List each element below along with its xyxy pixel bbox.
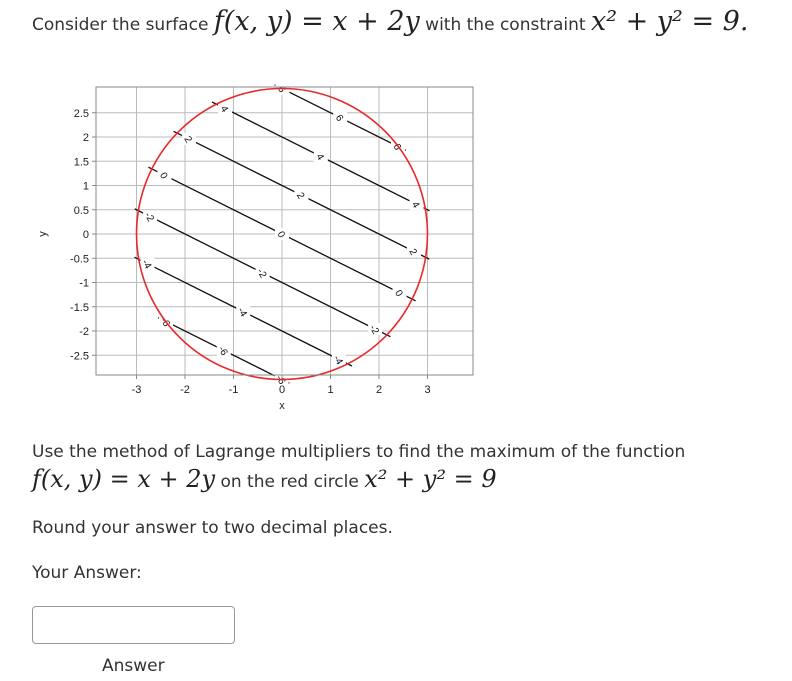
y-tick-label: -1 <box>79 277 89 290</box>
prompt-text-mid: on the red circle <box>220 472 359 492</box>
x-tick-label: 2 <box>375 384 383 396</box>
y-tick-label: 1.5 <box>73 156 89 169</box>
y-tick-label: -2.5 <box>70 350 89 363</box>
contour-label: 4 <box>313 151 326 163</box>
contour-label: 0 <box>156 170 170 182</box>
prompt-line-2 <box>32 465 497 493</box>
contour-label: -6 <box>273 373 288 387</box>
intro-text-mid: with the constraint <box>425 15 586 35</box>
contour-label: -6 <box>157 315 172 329</box>
prompt-constraint: x² + y² = 9 <box>364 465 497 493</box>
prompt-function: f(x, y) = x + 2y <box>32 465 216 493</box>
y-tick-label: 0.5 <box>73 204 89 217</box>
x-tick-label: -1 <box>228 384 239 396</box>
contour-label: 4 <box>409 199 422 211</box>
contour-label: -4 <box>139 257 154 272</box>
y-axis-label: y <box>37 231 49 237</box>
contour-plot <box>0 70 480 420</box>
contour-label: 2 <box>293 190 307 202</box>
y-tick-label: -1.5 <box>70 301 89 314</box>
contour-label: -4 <box>234 305 249 319</box>
y-tick-label: 2 <box>82 132 89 144</box>
y-tick-label: -0.5 <box>70 253 89 266</box>
contour-label: 0 <box>392 288 405 299</box>
answer-caption: Answer <box>102 656 165 676</box>
y-tick-label: 2.5 <box>73 107 89 120</box>
rounding-instruction: Round your answer to two decimal places. <box>32 518 393 538</box>
contour-label: 6 <box>332 113 346 124</box>
contour-label: 2 <box>181 134 194 145</box>
contour-label: -6 <box>215 344 230 358</box>
contour-label: -4 <box>330 353 345 367</box>
answer-label: Your Answer: <box>32 563 142 583</box>
contour-label: 6 <box>390 142 403 153</box>
contour-label: 2 <box>406 247 419 258</box>
contour-label: -2 <box>366 323 381 337</box>
contour-label: 0 <box>274 229 287 240</box>
contour-label: 4 <box>217 104 230 115</box>
x-axis-label: x <box>279 400 285 412</box>
x-tick-label: 1 <box>327 384 334 396</box>
intro-text-pre: Consider the surface <box>32 15 209 35</box>
x-tick-label: 0 <box>278 384 286 396</box>
y-tick-label: -2 <box>79 326 89 338</box>
contour-label: -2 <box>141 210 156 224</box>
y-tick-label: 1 <box>82 180 89 193</box>
y-tick-label: 0 <box>82 229 89 241</box>
contour-label: 6 <box>275 84 288 95</box>
prompt-line-1: Use the method of Lagrange multipliers to find the maximum of the function <box>32 442 686 462</box>
x-tick-label: -2 <box>180 384 190 396</box>
contour-label: -2 <box>254 266 269 281</box>
x-tick-label: -3 <box>131 384 142 396</box>
question-intro <box>32 6 748 37</box>
x-tick-label: 3 <box>424 384 431 396</box>
intro-function: f(x, y) = x + 2y <box>213 6 420 37</box>
answer-input[interactable] <box>32 606 235 644</box>
intro-constraint: x² + y² = 9. <box>590 6 749 37</box>
